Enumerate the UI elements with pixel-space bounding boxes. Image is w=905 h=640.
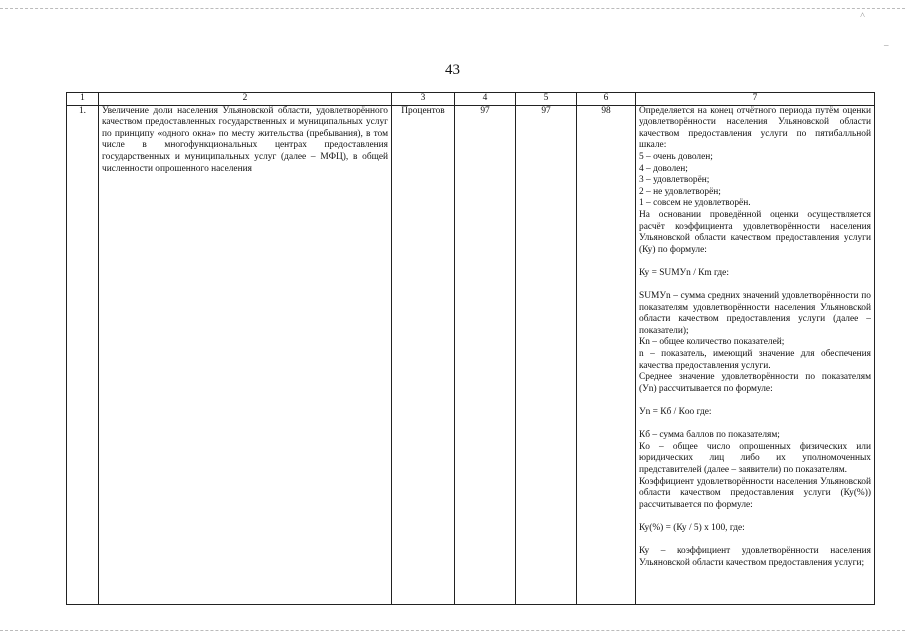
method-line: SUMУn – сумма средних значений удовлетворённости по показателям удовлетворённости населения Ульяновской области качеством предоставления услуги (далее – показатели);	[639, 291, 871, 336]
method-line: 3 – удовлетворён;	[639, 175, 710, 186]
page-bottom-edge	[0, 630, 905, 631]
method-line: 2 – не удовлетворён;	[639, 186, 721, 197]
scan-mark: –	[884, 40, 889, 50]
row-number: 1.	[67, 105, 99, 604]
method-spacer	[639, 256, 871, 268]
value-col5: 97	[516, 105, 577, 604]
page-top-edge	[0, 8, 905, 9]
method-spacer	[639, 395, 871, 407]
header-cell: 5	[516, 93, 577, 106]
formula-ky-percent: Ку(%) = (Ку / 5) х 100, где:	[639, 522, 745, 533]
method-line: 5 – очень доволен;	[639, 151, 713, 162]
method-line: n – показатель, имеющий значение для обеспечения качества предоставления услуги.	[639, 349, 871, 371]
method-line: Среднее значение удовлетворённости по показателям (Уn) рассчитывается по формуле:	[639, 372, 871, 394]
formula-ky: Ку = SUMУn / Кm где:	[639, 267, 729, 278]
header-cell: 3	[392, 93, 455, 106]
table-row	[67, 105, 875, 604]
method-line: Определяется на конец отчётного периода путём оценки удовлетворённости населения Ульяновской области качеством предоставления услуги по пятибалльной шкале:	[639, 105, 871, 151]
indicator-table	[66, 92, 875, 605]
unit-cell: Процентов	[392, 105, 455, 604]
header-cell: 7	[636, 93, 875, 106]
method-line: 1 – совсем не удовлетворён.	[639, 198, 751, 209]
header-cell: 1	[67, 93, 99, 106]
page-number: 43	[445, 62, 460, 78]
method-line: Кo – общее число опрошенных физических или юридических лиц либо их уполномоченных представителей (далее – заявители) по показателям.	[639, 441, 871, 475]
method-description	[636, 105, 875, 604]
method-spacer	[639, 280, 871, 292]
indicator-name: Увеличение доли населения Ульяновской области, удовлетворённого качеством предоставленных государственных и муниципальных услуг по принципу «одного окна» по месту жительства (пребывания), в том числе в многофункциональных центрах предоставления государственных и муниципальных услуг (далее – МФЦ), в общей численности опрошенного населения	[99, 105, 392, 604]
method-line: Ку – коэффициент удовлетворённости населения Ульяновской области качеством предоставления услуги;	[639, 546, 871, 568]
value-col4: 97	[455, 105, 516, 604]
formula-yn: Уn = Кб / Кoo где:	[639, 407, 712, 418]
scan-mark: ˄	[860, 10, 866, 20]
method-spacer	[639, 419, 871, 431]
method-line: Коэффициент удовлетворённости населения Ульяновской области качеством предоставления услуги (Ку(%)) рассчитывается по формуле:	[639, 476, 871, 510]
method-spacer	[639, 511, 871, 523]
method-line: Кб – сумма баллов по показателям;	[639, 430, 780, 441]
method-line: На основании проведённой оценки осуществляется расчёт коэффициента удовлетворённости населения Ульяновской области качеством предоставления услуги (Ку) по формуле:	[639, 209, 871, 255]
header-cell: 6	[577, 93, 636, 106]
method-spacer	[639, 535, 871, 547]
value-col6: 98	[577, 105, 636, 604]
table-header-row	[67, 93, 875, 106]
header-cell: 4	[455, 93, 516, 106]
header-cell: 2	[99, 93, 392, 106]
method-line: 4 – доволен;	[639, 163, 688, 174]
method-line: Кn – общее количество показателей;	[639, 337, 785, 348]
